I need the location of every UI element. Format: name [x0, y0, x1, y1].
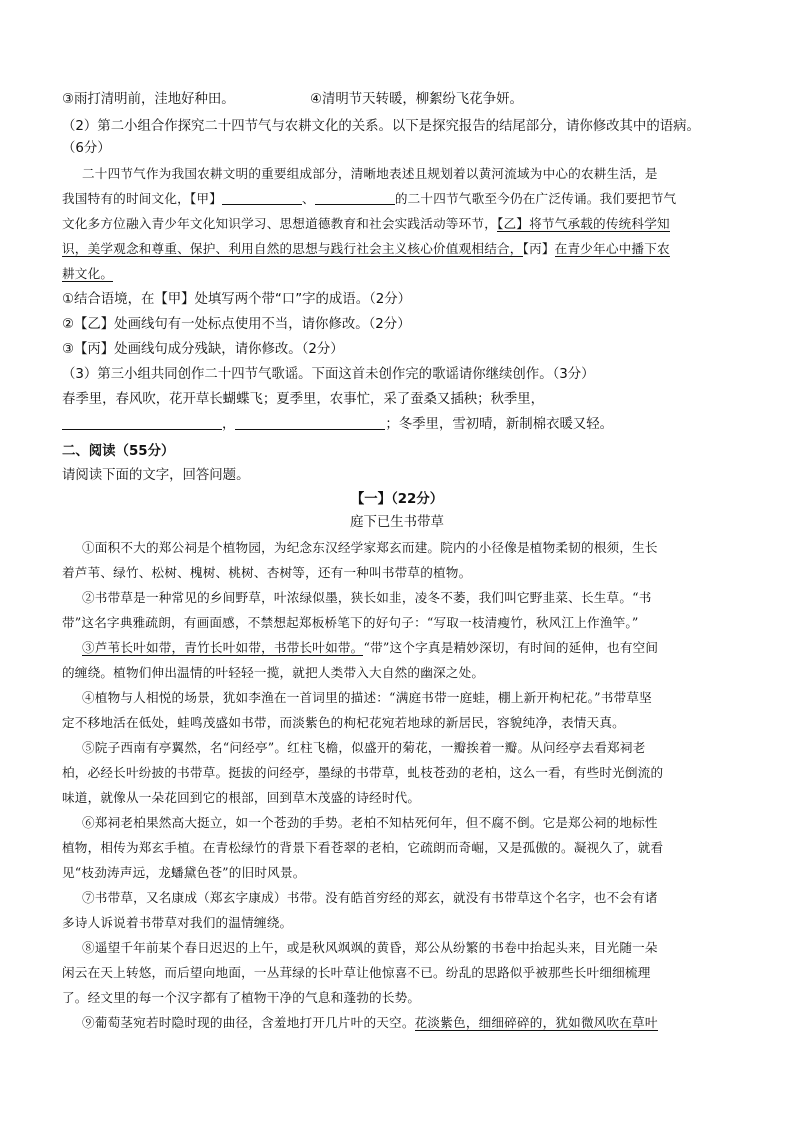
q2-sub3: ③【丙】处画线句成分残缺，请你修改。（2分）	[62, 342, 344, 357]
p4-line2: 定不移地活在低处，蛙鸣茂盛如书带，而淡紫色的枸杞花宛若地球的新居民，容貌纯净，表情天真。	[62, 715, 625, 730]
q2-sub1: ①结合语境，在【甲】处填写两个带“口”字的成语。（2分）	[62, 292, 412, 307]
q2-prompt-line1: （2）第二小组合作探究二十四节气与农耕文化的关系。以下是探究报告的结尾部分，请你修改其中的语病。	[62, 119, 700, 134]
p3-underlined: ③芦苇长叶如带，青竹长叶如带，书带长叶如带。	[82, 640, 364, 655]
p4-line1: ④植物与人相悦的场景，犹如李渔在一首词里的描述：“满庭书带一庭蛙，棚上新开枸杞花。”书带草坚	[82, 690, 652, 705]
q2-sub2: ②【乙】处画线句有一处标点使用不当，请你修改。（2分）	[62, 317, 411, 332]
q3-l2end: ；冬季里，雪初晴，新制棉衣暖又轻。	[385, 417, 614, 432]
q2-passage-line5	[62, 264, 742, 284]
p5-line3: 味道，就像从一朵花回到它的根部，回到草木茂盛的诗经时代。	[62, 790, 421, 805]
blank-autumn-2[interactable]	[235, 415, 385, 430]
p9-start: ⑨葡萄茎宛若时隐时现的曲径，含羞地打开几片叶的天空。	[82, 1015, 415, 1030]
p7-line1: ⑦书带草，又名康成（郑玄字康成）书带。没有皓首穷经的郑玄，就没有书带草这个名字，也不会有诸	[82, 890, 658, 905]
p2-line2: 带”这名字典雅疏朗，有画面感，不禁想起郑板桥笔下的好句子：“写取一枝清瘦竹，秋风江上作渔竿。”	[62, 615, 639, 630]
p6-line2: 植物，相传为郑玄手植。在青松绿竹的背景下看苍翠的老柏，它疏朗而奇崛，又是孤傲的。凝视久了，就看	[62, 840, 664, 855]
p3-rest: “带”这个字真是精妙深切，有时间的延伸，也有空间	[363, 640, 659, 655]
q3-rhyme-line2	[62, 415, 742, 435]
q2-passage-l2b: 的二十四节气歌至今仍在广泛传诵。我们要把节气	[394, 191, 677, 206]
p5-line2: 柏，必经长叶纷披的书带草。挺拔的问经亭，墨绿的书带草，虬枝苍劲的老柏，这么一看，有些时光倒流的	[62, 765, 664, 780]
p5-line1: ⑤院子西南有亭翼然，名“问经亭”。红柱飞檐，似盛开的菊花，一瓣挨着一瓣。从问经亭去看郑祠老	[82, 740, 646, 755]
article-title: 庭下已生书带草	[350, 515, 444, 530]
section-instruction: 请阅读下面的文字，回答问题。	[62, 468, 250, 483]
q2-passage-l5: 耕文化。	[62, 266, 114, 281]
options-row	[62, 90, 742, 110]
q2-passage-l2a: 我国特有的时间文化，【甲】	[62, 191, 223, 206]
blank-jia-1[interactable]	[222, 190, 302, 205]
part-heading: 【一】（22分）	[350, 492, 444, 507]
q2-prompt-line2: （6分）	[62, 141, 111, 156]
q2-passage-line2	[62, 189, 742, 209]
p6-line3: 见“枝劲涛声远，龙蟠黛色苍”的旧时风景。	[62, 865, 306, 880]
q3-prompt: （3）第三小组共同创作二十四节气歌谣。下面这首未创作完的歌谣请你继续创作。（3分）	[62, 367, 595, 382]
q2-passage-line3	[62, 214, 742, 234]
p8-line2: 闲云在天上转悠，而后望向地面，一丛茸绿的长叶草让他惊喜不已。纷乱的思路似乎被那些长叶细细梳理	[62, 965, 651, 980]
q3-l2sep: ，	[222, 417, 236, 432]
option-3: ③雨打清明前，洼地好种田。	[62, 92, 235, 107]
q2-passage-line4	[62, 239, 742, 259]
p6-line1: ⑥郑祠老柏果然高大挺立，如一个苍劲的手势。老柏不知枯死何年，但不腐不倒。它是郑公祠的地标性	[82, 815, 658, 830]
q2-passage-l4b: 【丙】	[522, 241, 555, 256]
p3-line1	[82, 638, 762, 658]
q2-passage-line1: 二十四节气作为我国农耕文明的重要组成部分，清晰地表述且规划着以黄河流域为中心的农耕生活，是	[82, 166, 658, 181]
q2-passage-l3b: 【乙】将节气承载的传统科学知	[497, 216, 670, 231]
p2-line1: ②书带草是一种常见的乡间野草，叶浓绿似墨，狭长如韭，凌冬不萎，我们叫它野韭菜、长生草。“书	[82, 590, 652, 605]
section-title: 二、阅读（55分）	[62, 444, 175, 459]
q2-passage-l4: 识，美学观念和尊重、保护、利用自然的思想与践行社会主义核心价值观相结合，	[62, 241, 523, 256]
q3-rhyme-line1: 春季里，春风吹，花开草长蝴蝶飞；夏季里，农事忙，采了蚕桑又插秧；秋季里，	[62, 392, 545, 407]
q2-passage-l2sep: 、	[302, 191, 315, 206]
p9-line1	[82, 1013, 762, 1033]
p7-line2: 多诗人诉说着书带草对我们的温情缠绕。	[62, 915, 293, 930]
p9-underlined: 花淡紫色，细细碎碎的，犹如微风吹在草叶	[414, 1015, 658, 1030]
option-4: ④清明节天转暖，柳絮纷飞花争妍。	[310, 92, 523, 107]
blank-jia-2[interactable]	[315, 190, 395, 205]
q2-passage-l3a: 文化多方位融入青少年文化知识学习、思想道德教育和社会实践活动等环节，	[62, 216, 497, 231]
q2-passage-l4c: 在青少年心中播下农	[554, 241, 670, 256]
blank-autumn-1[interactable]	[62, 415, 222, 430]
p3-line2: 的缠绕。植物们伸出温情的叶轻轻一揽，就把人类带入大自然的幽深之处。	[62, 665, 485, 680]
p1-line1: ①面积不大的郑公祠是个植物园，为纪念东汉经学家郑玄而建。院内的小径像是植物柔韧的根须，生长	[82, 540, 658, 555]
p8-line3: 了。经文里的每一个汉字都有了植物干净的气息和蓬勃的长势。	[62, 990, 421, 1005]
p1-line2: 着芦苇、绿竹、松树、槐树、桃树、杏树等，还有一种叫书带草的植物。	[62, 565, 472, 580]
p8-line1: ⑧遥望千年前某个春日迟迟的上午，或是秋风飒飒的黄昏，郑公从纷繁的书卷中抬起头来，目光随一朵	[82, 940, 658, 955]
